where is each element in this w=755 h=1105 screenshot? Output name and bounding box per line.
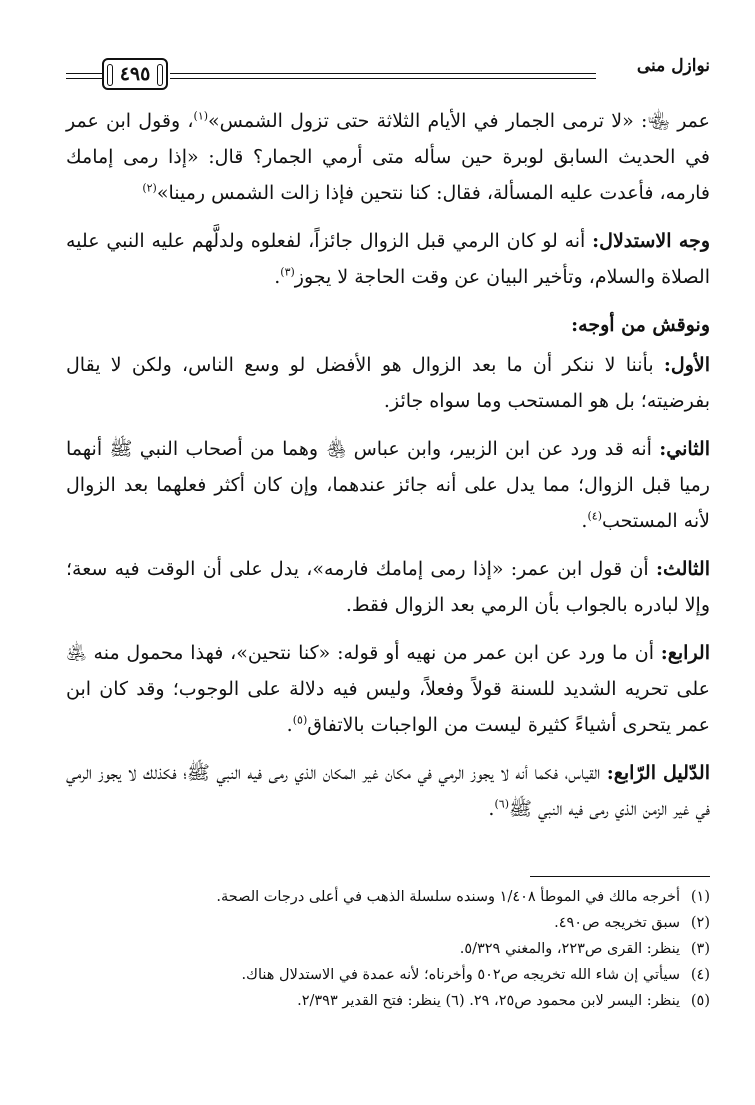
footnote-separator xyxy=(530,876,710,877)
footnote xyxy=(66,884,710,910)
paragraph-lead: الثاني: xyxy=(659,438,710,460)
paragraph xyxy=(66,103,710,211)
paragraph xyxy=(66,635,710,743)
footnote-text: أخرجه مالك في الموطأ ١/٤٠٨ وسنده سلسلة الذهب في أعلى درجات الصحة. xyxy=(216,889,680,905)
footnote-ref: (٥) xyxy=(292,713,308,727)
footnote-ref: (٤) xyxy=(587,509,602,523)
main-text xyxy=(66,103,710,839)
running-title: نوازل منى xyxy=(636,56,710,76)
page-number: ٤٩٥ xyxy=(102,58,168,90)
paragraph-text: ، وقول ابن عمر في الحديث السابق لوبرة حين سأله متى أرمي الجمار؟ قال: «إذا رمى إمامك فارمه، فأعدت عليه المسألة، فقال: كنا نتحين فإذا زالت الشمس رمينا» xyxy=(66,110,710,204)
paragraph xyxy=(66,551,710,623)
footnote xyxy=(66,962,710,988)
paragraph-text: القياس، فكما أنه لا يجوز الرمي في مكان غير المكان الذي رمى فيه النبي ﷺ؛ فكذلك لا يجوز الرمي في غير الزمن الذي رمى فيه النبي ﷺ xyxy=(66,762,710,820)
page-header xyxy=(66,52,710,96)
footnote-number: (٢) xyxy=(690,915,710,931)
footnote-number: (٥) xyxy=(690,993,710,1009)
footnote-text: ينظر: القرى ص٢٢٣، والمغني ٥/٣٢٩. xyxy=(459,941,680,957)
footnote-number: (١) xyxy=(690,889,710,905)
header-rule xyxy=(170,73,596,74)
footnote-ref: (٣) xyxy=(280,265,295,279)
footnote xyxy=(66,910,710,936)
paragraph-lead: الدّليل الرّابع: xyxy=(606,762,710,784)
paragraph-text: . xyxy=(274,266,281,288)
paragraph-lead: ونوقش من أوجه: xyxy=(571,314,710,336)
paragraph-text: أنه قد ورد عن ابن الزبير، وابن عباس ﵃ وهما من أصحاب النبي ﷺ أنهما رميا قبل الزوال؛ مما يدل على أنه جائز عندهما، وإن كان أكثر فعلهما بعد الزوال لأنه المستحب xyxy=(66,438,710,532)
paragraph-text: . xyxy=(581,510,588,532)
paragraph-text: أن قول ابن عمر: «إذا رمى إمامك فارمه»، يدل على أن الوقت فيه سعة؛ وإلا لبادره بالجواب بأن الرمي بعد الزوال فقط. xyxy=(66,558,710,616)
paragraph-text: عمر ﵄: «لا ترمى الجمار في الأيام الثلاثة حتى تزول الشمس» xyxy=(208,110,710,132)
paragraph xyxy=(66,755,710,827)
footnote-number: (٤) xyxy=(690,967,710,983)
paragraph xyxy=(66,307,710,343)
footnote-text: سيأتي إن شاء الله تخريجه ص٥٠٢ وأخرناه؛ لأنه عمدة في الاستدلال هناك. xyxy=(241,967,680,983)
footnote-ref: (٢) xyxy=(142,181,157,195)
paragraph xyxy=(66,431,710,539)
paragraph xyxy=(66,347,710,419)
paragraph-lead: الأول: xyxy=(663,354,710,376)
paragraph-text: . xyxy=(488,798,495,820)
paragraph-text: أن ما ورد عن ابن عمر من نهيه أو قوله: «كنا نتحين»، فهذا محمول منه ﵁ على تحريه الشديد للسنة قولاً وفعلاً، وليس فيه دلالة على الوجوب؛ وقد كان ابن عمر يتحرى أشياءً كثيرة ليست من الواجبات بالاتفاق xyxy=(66,642,710,736)
footnotes xyxy=(66,884,710,1014)
header-rule xyxy=(170,78,596,79)
paragraph-text: أنه لو كان الرمي قبل الزوال جائزاً، لفعلوه ولدلَّهم عليه النبي عليه الصلاة والسلام، وتأخير البيان عن وقت الحاجة لا يجوز xyxy=(66,230,710,288)
paragraph-text: بأننا لا ننكر أن ما بعد الزوال هو الأفضل لو وسع الناس، ولكن لا يقال بفرضيته؛ بل هو المستحب وما سواه جائز. xyxy=(66,354,710,412)
header-rule xyxy=(66,78,102,79)
paragraph-lead: وجه الاستدلال: xyxy=(592,230,710,252)
header-rule xyxy=(66,73,102,74)
footnote-ref: (١) xyxy=(193,109,209,123)
paragraph-text: . xyxy=(286,714,293,736)
footnote xyxy=(66,988,710,1014)
paragraph xyxy=(66,223,710,295)
paragraph-lead: الرابع: xyxy=(660,642,710,664)
footnote-text: ينظر: اليسر لابن محمود ص٢٥، ٢٩. (٦) ينظر: فتح القدير ٢/٣٩٣. xyxy=(297,993,680,1009)
paragraph-lead: الثالث: xyxy=(655,558,710,580)
footnote-number: (٣) xyxy=(690,941,710,957)
footnote xyxy=(66,936,710,962)
footnote-text: سبق تخريجه ص٤٩٠. xyxy=(554,915,680,931)
footnote-ref: (٦) xyxy=(494,797,509,811)
